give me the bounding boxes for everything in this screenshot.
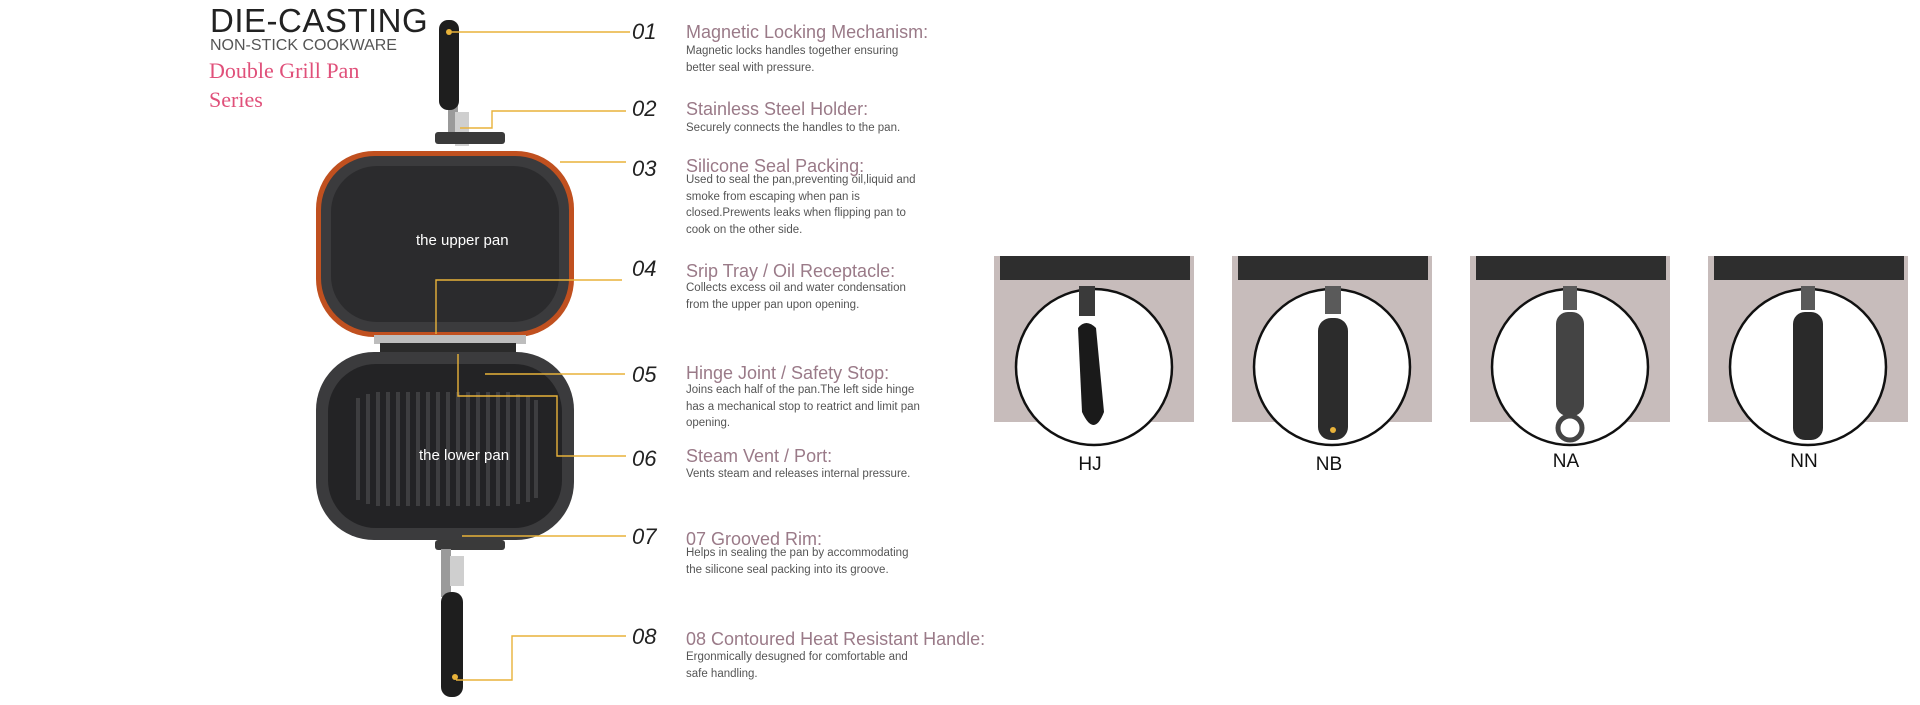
feature-title: Srip Tray / Oil Receptacle: <box>686 261 896 281</box>
feature-number: 01 <box>632 19 657 44</box>
feature-description: Collects excess oil and water condensation from the upper pan upon opening. <box>686 282 906 311</box>
brand-title: DIE-CASTING <box>210 2 429 39</box>
hj-variant-panel <box>994 256 1194 445</box>
nn-variant-panel <box>1708 256 1908 445</box>
nn-handle-icon <box>1793 312 1823 440</box>
bottom-steel-holder <box>441 549 451 597</box>
brand-series: Double Grill Pan Series <box>209 58 360 112</box>
lower-pan-label: the lower pan <box>419 447 510 464</box>
variant-label-na: NA <box>1552 451 1580 472</box>
feature-description: Vents steam and releases internal pressure. <box>686 468 911 480</box>
feature-description: Used to seal the pan,preventing oil,liquid and smoke from escaping when pan is closed.Prewents leaks when flipping pan to cook on the other side. <box>686 174 916 236</box>
variant-label-nn: NN <box>1790 451 1818 472</box>
variant-label-nb: NB <box>1315 454 1343 475</box>
feature-number: 05 <box>632 362 657 387</box>
upper-pan-label: the upper pan <box>416 232 509 249</box>
na-handle-icon <box>1556 312 1584 416</box>
feature-description: Joins each half of the pan.The left side hinge has a mechanical stop to reatrict and limit pan opening. <box>686 384 920 429</box>
feature-number: 08 <box>632 624 657 649</box>
brand-subtitle: NON-STICK COOKWARE <box>210 37 397 54</box>
feature-description: Securely connects the handles to the pan. <box>686 122 901 134</box>
feature-description: Ergonmically desugned for comfortable and safe handling. <box>686 651 908 680</box>
feature-number: 07 <box>632 524 657 549</box>
bottom-handle <box>441 592 463 697</box>
feature-title: Magnetic Locking Mechanism: <box>686 22 929 42</box>
feature-number: 06 <box>632 446 657 471</box>
feature-description: Magnetic locks handles together ensuring better seal with pressure. <box>686 45 899 74</box>
feature-description: Helps in sealing the pan by accommodating the silicone seal packing into its groove. <box>686 547 909 576</box>
feature-title: Steam Vent / Port: <box>686 446 833 466</box>
feature-title: Hinge Joint / Safety Stop: <box>686 363 890 383</box>
feature-number: 03 <box>632 156 657 181</box>
variant-label-hj: HJ <box>1078 454 1102 475</box>
hinge-joint <box>374 335 526 344</box>
feature-title: 07 Grooved Rim: <box>686 529 823 549</box>
feature-number: 02 <box>632 96 657 121</box>
nb-handle-icon <box>1318 318 1348 440</box>
feature-title: Stainless Steel Holder: <box>686 99 869 119</box>
feature-title: Silicone Seal Packing: <box>686 156 865 176</box>
feature-number: 04 <box>632 256 657 281</box>
na-variant-panel <box>1470 256 1670 445</box>
feature-title: 08 Contoured Heat Resistant Handle: <box>686 629 986 649</box>
nb-variant-panel <box>1232 256 1432 445</box>
